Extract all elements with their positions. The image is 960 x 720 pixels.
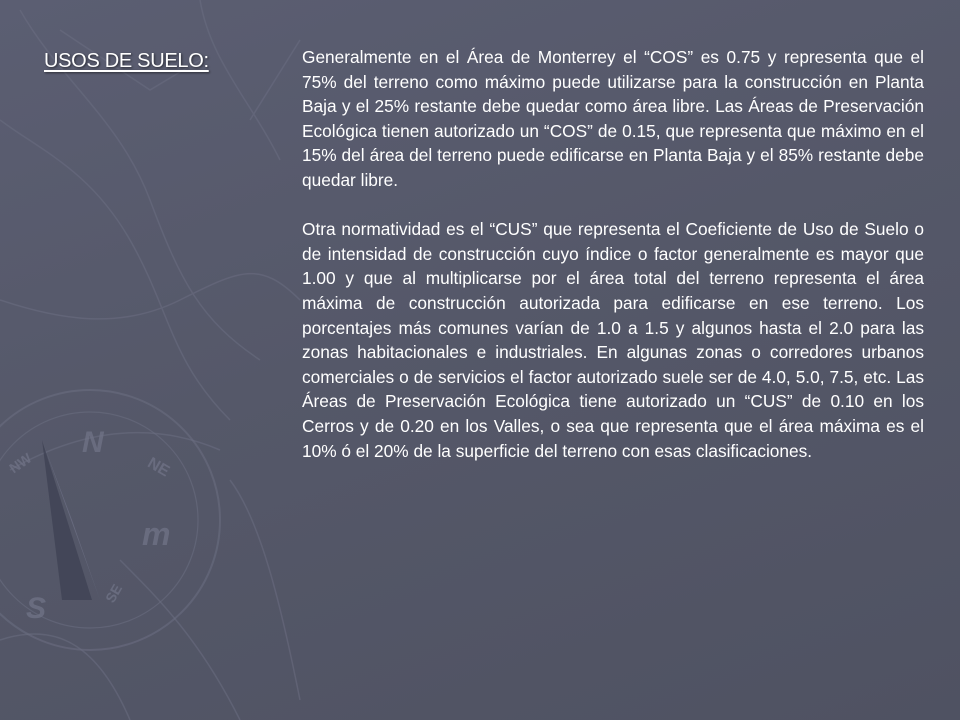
slide-body — [302, 45, 924, 488]
compass-label-ne: NE — [144, 454, 173, 481]
compass-label-nw: NW — [6, 449, 35, 477]
paragraph-cos: Generalmente en el Área de Monterrey el “COS” es 0.75 y representa que el 75% del terreno como máximo puede utilizarse para la construcción en Planta Baja y el 25% restante debe quedar como área libre. Las Áreas de Preservación Ecológica tienen autorizado un “COS” de 0.15, que representa que máximo en el 15% del área del terreno puede edificarse en Planta Baja y el 85% restante debe quedar libre. — [302, 47, 924, 190]
compass-label-n: N — [82, 426, 104, 459]
paragraph-cus: Otra normatividad es el “CUS” que representa el Coeficiente de Uso de Suelo o de intensidad de construcción cuyo índice o factor generalmente es mayor que 1.00 y que al multiplicarse por el área total del terreno representa el área máxima de construcción autorizada para edificarse en ese terreno. Los porcentajes más comunes varían de 1.0 a 1.5 y algunos hasta el 2.0 para las zonas habitacionales e industriales. En algunas zonas o corredores urbanos comerciales o de servicios el factor autorizado suele ser de 4.0, 5.0, 7.5, etc. Las Áreas de Preservación Ecológica tiene autorizado un “CUS” de 0.10 en los Cerros y de 0.20 en los Valles, o sea que representa que el área máxima es el 10% ó el 20% de la superficie del terreno con esas clasificaciones. — [302, 219, 924, 461]
slide-title: USOS DE SUELO: — [44, 50, 209, 72]
compass-label-se: SE — [101, 581, 126, 606]
compass-label-s: S — [26, 592, 47, 625]
compass-label-m: m — [142, 516, 171, 552]
